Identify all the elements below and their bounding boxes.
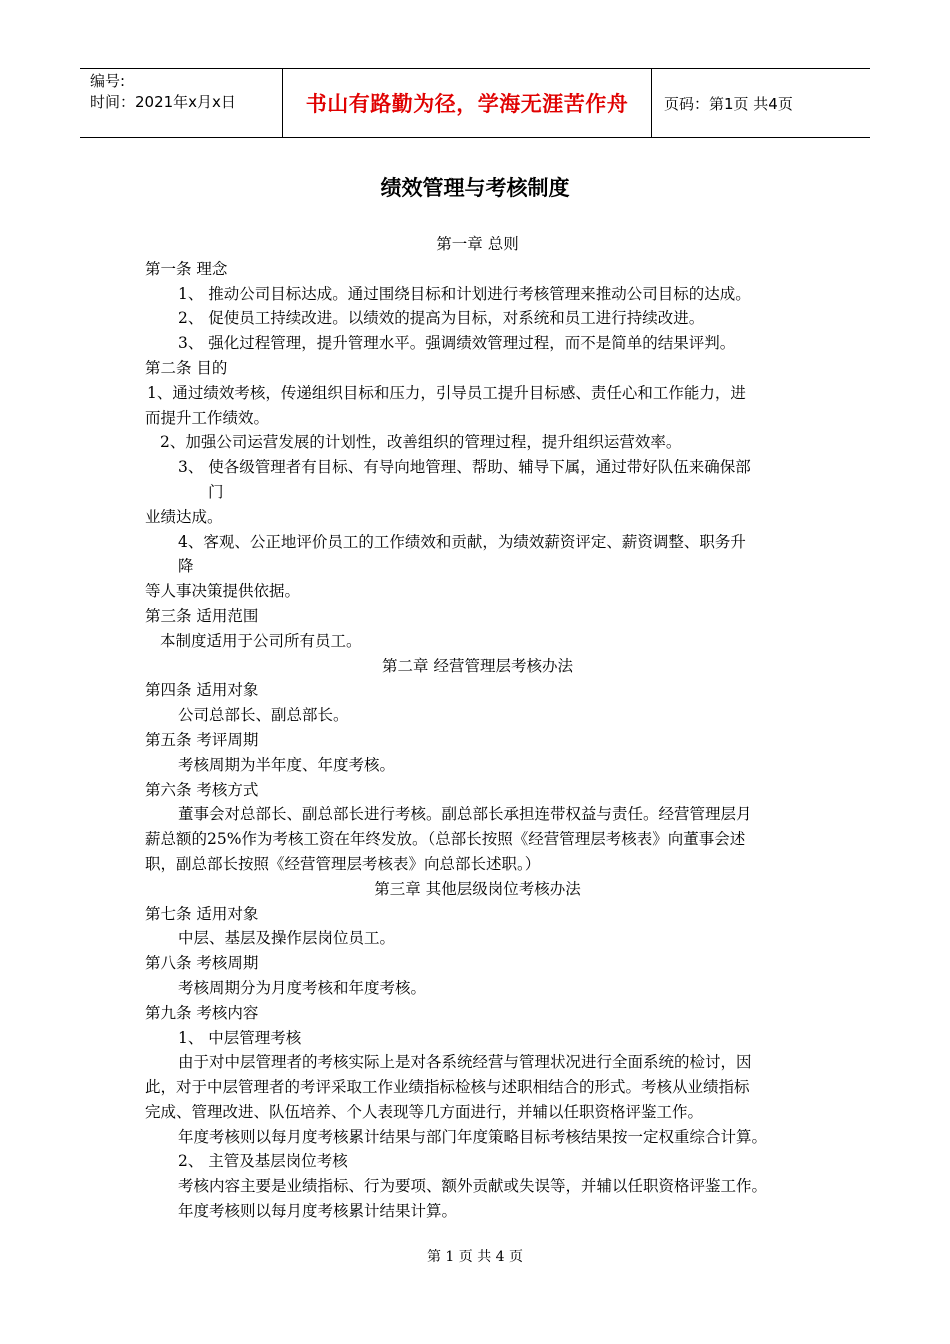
doc-number-label: 编号: (90, 72, 126, 90)
chapter-heading: 第一章 总则 (436, 235, 519, 253)
chapter-heading: 第三章 其他层级岗位考核办法 (374, 879, 581, 898)
page-header (80, 68, 870, 138)
text-line: 年度考核则以每月度考核累计结果与部门年度策略目标考核结果按一定权重综合计算。 (178, 1127, 768, 1146)
text-line: 考核周期分为月度考核和年度考核。 (178, 978, 427, 997)
document-body (145, 232, 810, 1224)
text-line: 业绩达成。 (145, 507, 223, 526)
document-title: 绩效管理与考核制度 (380, 175, 570, 200)
text-line: 1、 中层管理考核 (178, 1028, 302, 1047)
text-line: 第七条 适用对象 (145, 904, 259, 923)
text-line: 第九条 考核内容 (145, 1003, 259, 1022)
text-line: 降 (178, 557, 194, 576)
text-line: 中层、基层及操作层岗位员工。 (178, 929, 396, 948)
text-line: 等人事决策提供依据。 (145, 582, 301, 601)
text-line: 完成、管理改进、队伍培养、个人表现等几方面进行，并辅以任职资格评鉴工作。 (145, 1102, 704, 1121)
header-motto-cell (282, 69, 652, 137)
text-line: 第四条 适用对象 (145, 681, 259, 700)
page-footer: 第 1 页 共 4 页 (426, 1249, 524, 1265)
text-line: 第六条 考核方式 (145, 780, 259, 799)
text-line: 本制度适用于公司所有员工。 (160, 631, 362, 650)
text-line: 职，副总部长按照《经营管理层考核表》向总部长述职。） (145, 854, 541, 873)
text-line: 1、通过绩效考核，传递组织目标和压力，引导员工提升目标感、责任心和工作能力，进 (147, 383, 746, 402)
text-line: 第二条 目的 (145, 358, 228, 377)
text-line: 门 (208, 482, 224, 501)
header-motto: 书山有路勤为径，学海无涯苦作舟 (305, 92, 629, 116)
text-line: 4、客观、公正地评价员工的工作绩效和贡献，为绩效薪资评定、薪资调整、职务升 (178, 532, 746, 551)
header-page-info: 页码：第1页 共4页 (664, 95, 793, 113)
text-line: 3、 使各级管理者有目标、有导向地管理、帮助、辅导下属，通过带好队伍来确保部 (178, 458, 751, 477)
text-line: 第五条 考评周期 (145, 730, 259, 749)
text-line: 公司总部长、副总部长。 (178, 706, 349, 725)
text-line: 第一条 理念 (145, 259, 228, 278)
text-line: 考核内容主要是业绩指标、行为要项、额外贡献或失误等，并辅以任职资格评鉴工作。 (178, 1177, 768, 1196)
text-line: 2、 促使员工持续改进。以绩效的提高为目标，对系统和员工进行持续改进。 (178, 309, 705, 328)
text-line: 由于对中层管理者的考核实际上是对各系统经营与管理状况进行全面系统的检讨，因 (178, 1053, 752, 1072)
text-line: 年度考核则以每月度考核累计结果计算。 (178, 1202, 458, 1221)
text-line: 1、 推动公司目标达成。通过围绕目标和计划进行考核管理来推动公司目标的达成。 (178, 284, 751, 303)
text-line: 2、 主管及基层岗位考核 (178, 1152, 348, 1171)
text-line: 董事会对总部长、副总部长进行考核。副总部长承担连带权益与责任。经营管理层月 (178, 805, 752, 824)
text-line: 2、加强公司运营发展的计划性，改善组织的管理过程，提升组织运营效率。 (160, 433, 682, 452)
text-line: 此，对于中层管理者的考评采取工作业绩指标检核与述职相结合的形式。考核从业绩指标 (145, 1078, 750, 1097)
chapter-heading: 第二章 经营管理层考核办法 (382, 656, 573, 675)
header-meta (90, 71, 236, 113)
text-line: 第八条 考核周期 (145, 954, 259, 973)
text-line: 3、 强化过程管理，提升管理水平。强调绩效管理过程，而不是简单的结果评判。 (178, 334, 736, 353)
text-line: 而提升工作绩效。 (145, 408, 270, 427)
text-line: 薪总额的25%作为考核工资在年终发放。（总部长按照《经营管理层考核表》向董事会述 (145, 830, 746, 849)
doc-date-label: 时间：2021年x月x日 (90, 93, 236, 111)
text-line: 第三条 适用范围 (145, 606, 259, 625)
text-line: 考核周期为半年度、年度考核。 (178, 755, 396, 774)
